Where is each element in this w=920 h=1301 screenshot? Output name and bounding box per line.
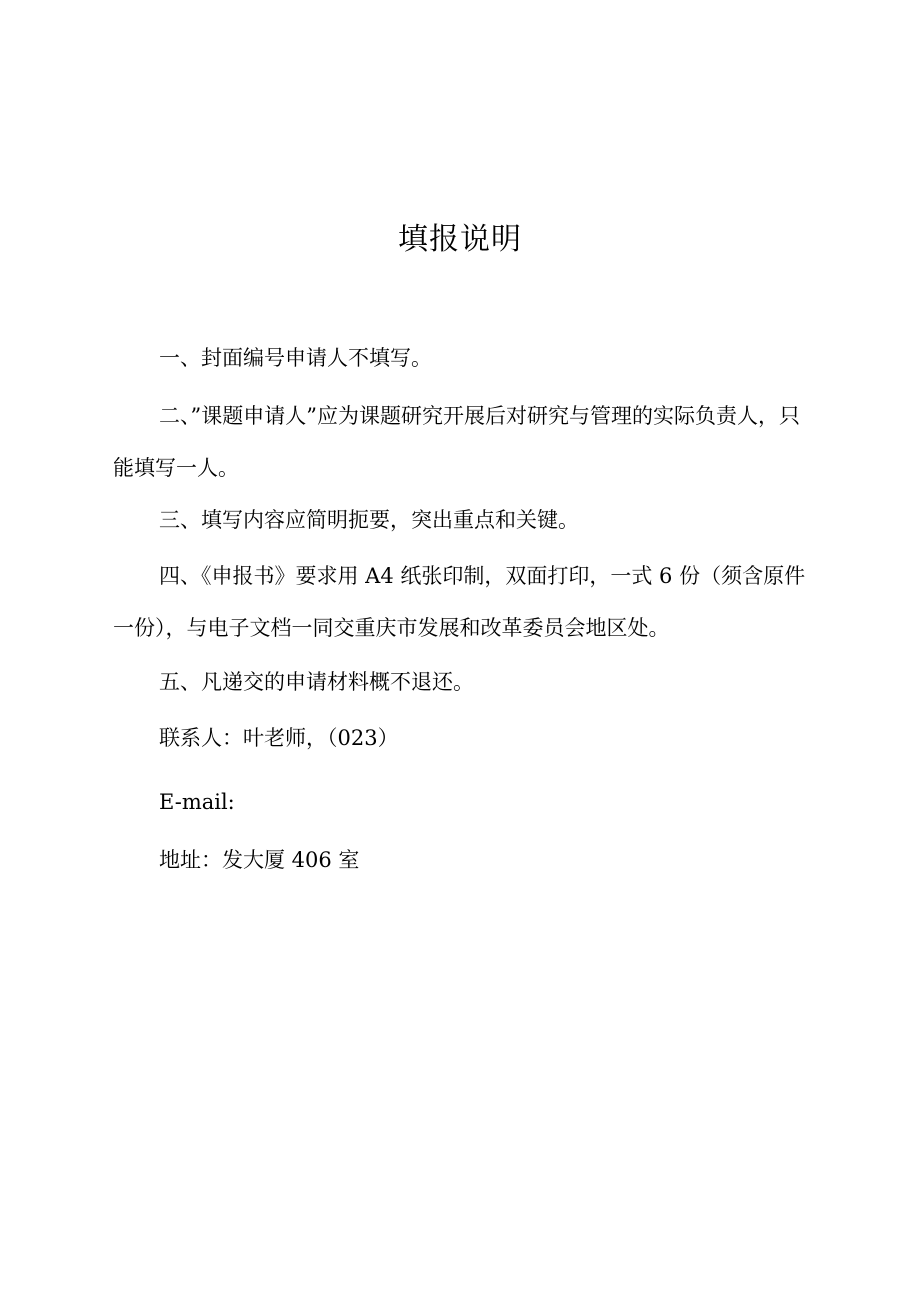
contact-person: 联系人：叶老师，（023） [159, 726, 399, 750]
instruction-item-3: 三、填写内容应简明扼要，突出重点和关键。 [159, 508, 579, 532]
instruction-item-5: 五、凡递交的申请材料概不退还。 [159, 670, 474, 694]
page-title: 填报说明 [398, 222, 522, 257]
address-line: 地址：发大厦 406 室 [159, 848, 360, 872]
instruction-item-4: 四、《申报书》要求用 A4 纸张印制，双面打印，一式 6 份（须含原件一份），与电子文档一同交重庆市发展和改革委员会地区处。 [113, 564, 806, 640]
instruction-item-1: 一、封面编号申请人不填写。 [159, 346, 432, 370]
email-label: E-mail: [159, 790, 235, 814]
instruction-item-2: 二、”课题申请人”应为课题研究开展后对研究与管理的实际负责人，只能填写一人。 [113, 404, 800, 480]
